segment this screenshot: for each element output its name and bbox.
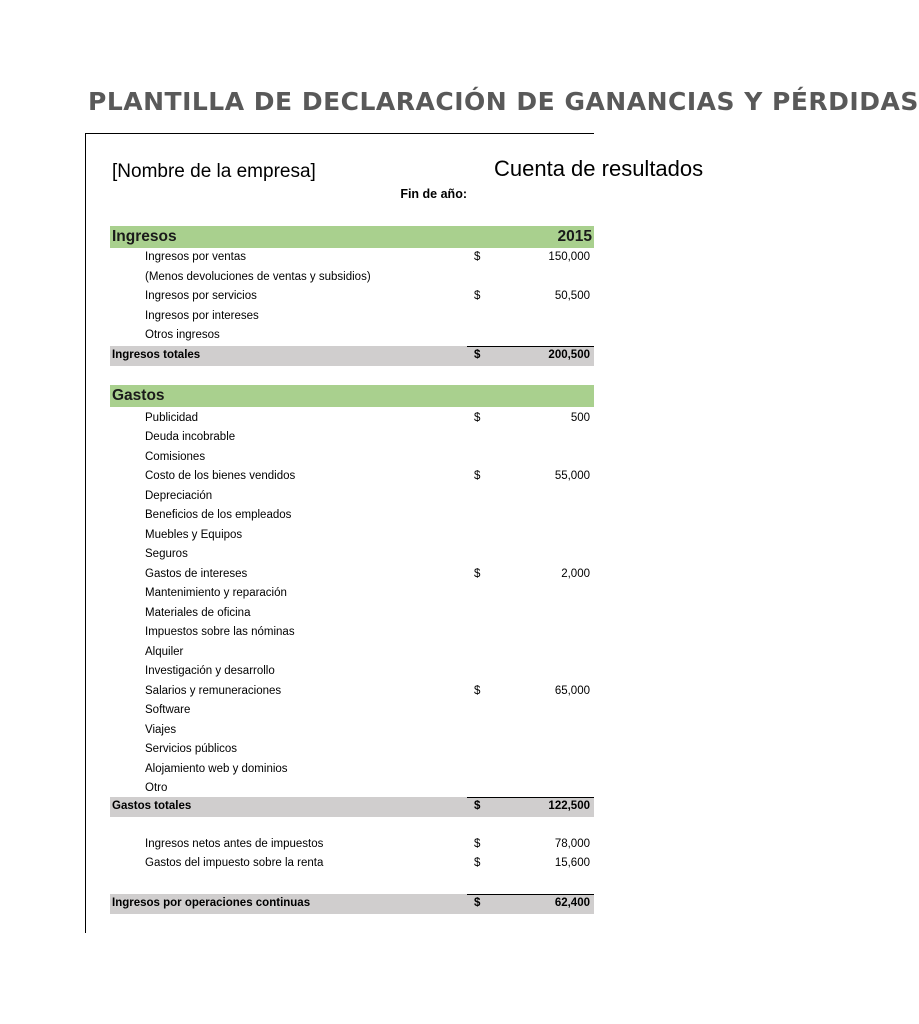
summary-row[interactable] xyxy=(110,854,594,874)
row-label: Deuda incobrable xyxy=(145,431,236,443)
expense-row[interactable] xyxy=(110,779,594,799)
expense-row[interactable] xyxy=(110,428,594,448)
income-row[interactable] xyxy=(110,326,594,346)
expense-row[interactable] xyxy=(110,604,594,624)
currency-symbol: $ xyxy=(474,411,481,424)
row-value[interactable]: 500 xyxy=(570,411,590,424)
row-label: Comisiones xyxy=(145,450,206,463)
total-value[interactable]: 62,400 xyxy=(554,897,590,909)
total-value[interactable]: 200,500 xyxy=(548,349,590,361)
row-label: Ingresos por servicios xyxy=(145,290,257,302)
row-label: Costo de los bienes vendidos xyxy=(145,470,296,482)
currency-symbol: $ xyxy=(474,684,481,697)
row-label: Alquiler xyxy=(145,645,184,658)
currency-symbol: $ xyxy=(474,897,481,909)
row-value[interactable]: 65,000 xyxy=(554,684,590,697)
row-value[interactable]: 15,600 xyxy=(554,857,590,869)
row-value[interactable]: 2,000 xyxy=(561,567,590,580)
income-total-row[interactable] xyxy=(110,346,594,366)
continuing-operations-total-row[interactable] xyxy=(110,894,594,914)
expense-row[interactable] xyxy=(110,643,594,663)
row-label: Salarios y remuneraciones xyxy=(145,684,282,697)
row-label: Mantenimiento y reparación xyxy=(145,587,287,599)
row-label: Investigación y desarrollo xyxy=(145,665,275,677)
row-label: Otro xyxy=(145,782,168,794)
currency-symbol: $ xyxy=(474,349,481,361)
row-label: (Menos devoluciones de ventas y subsidios) xyxy=(145,270,371,283)
expense-row[interactable] xyxy=(110,760,594,780)
expense-row[interactable] xyxy=(110,623,594,643)
sheet-top-border xyxy=(85,133,594,134)
sheet-left-border xyxy=(85,133,86,933)
expense-row[interactable] xyxy=(110,467,594,487)
row-label: Beneficios de los empleados xyxy=(145,509,292,521)
row-label: Seguros xyxy=(145,548,188,560)
row-label: Depreciación xyxy=(145,489,213,502)
expenses-section-header xyxy=(110,385,594,407)
row-label: Alojamiento web y dominios xyxy=(145,762,288,775)
row-label: Impuestos sobre las nóminas xyxy=(145,626,295,638)
expense-row[interactable] xyxy=(110,721,594,741)
expense-row[interactable] xyxy=(110,662,594,682)
expenses-section-label: Gastos xyxy=(112,387,165,404)
currency-symbol: $ xyxy=(474,251,481,263)
currency-symbol: $ xyxy=(474,837,481,850)
row-label: Servicios públicos xyxy=(145,743,238,755)
row-label: Software xyxy=(145,704,191,716)
summary-row[interactable] xyxy=(110,835,594,855)
income-year[interactable]: 2015 xyxy=(557,228,592,245)
total-label: Gastos totales xyxy=(112,800,192,812)
income-row[interactable] xyxy=(110,248,594,268)
expense-row[interactable] xyxy=(110,545,594,565)
page-title: PLANTILLA DE DECLARACIÓN DE GANANCIAS Y PÉRDIDAS xyxy=(88,87,919,116)
row-label: Ingresos netos antes de impuestos xyxy=(145,837,324,850)
row-label: Muebles y Equipos xyxy=(145,528,243,541)
row-label: Materiales de oficina xyxy=(145,606,251,619)
currency-symbol: $ xyxy=(474,470,481,482)
expense-row[interactable] xyxy=(110,584,594,604)
expense-row[interactable] xyxy=(110,409,594,429)
statement-title: Cuenta de resultados xyxy=(494,156,704,181)
currency-symbol: $ xyxy=(474,857,481,869)
company-name[interactable]: [Nombre de la empresa] xyxy=(112,161,316,182)
row-label: Gastos de intereses xyxy=(145,567,248,580)
row-label: Gastos del impuesto sobre la renta xyxy=(145,857,324,869)
row-value[interactable]: 150,000 xyxy=(548,251,590,263)
income-section-header xyxy=(110,226,594,248)
row-value[interactable]: 78,000 xyxy=(554,837,590,850)
income-section-label: Ingresos xyxy=(112,228,177,245)
expense-row[interactable] xyxy=(110,682,594,702)
total-label: Ingresos totales xyxy=(112,349,201,361)
income-row[interactable] xyxy=(110,268,594,288)
income-row[interactable] xyxy=(110,307,594,327)
total-label: Ingresos por operaciones continuas xyxy=(112,897,311,909)
expense-row[interactable] xyxy=(110,448,594,468)
total-value[interactable]: 122,500 xyxy=(548,800,590,812)
currency-symbol: $ xyxy=(474,800,481,812)
currency-symbol: $ xyxy=(474,567,481,580)
expenses-total-row[interactable] xyxy=(110,797,594,817)
expense-row[interactable] xyxy=(110,701,594,721)
expense-row[interactable] xyxy=(110,740,594,760)
row-label: Ingresos por intereses xyxy=(145,309,259,322)
row-label: Otros ingresos xyxy=(145,329,220,341)
expense-row[interactable] xyxy=(110,526,594,546)
row-value[interactable]: 50,500 xyxy=(554,290,590,302)
year-end-label: Fin de año: xyxy=(400,187,467,201)
currency-symbol: $ xyxy=(474,290,481,302)
expense-row[interactable] xyxy=(110,487,594,507)
row-label: Ingresos por ventas xyxy=(145,251,247,263)
expense-row[interactable] xyxy=(110,506,594,526)
row-value[interactable]: 55,000 xyxy=(554,470,590,482)
expense-row[interactable] xyxy=(110,565,594,585)
income-row[interactable] xyxy=(110,287,594,307)
row-label: Publicidad xyxy=(145,411,199,424)
row-label: Viajes xyxy=(145,723,177,736)
